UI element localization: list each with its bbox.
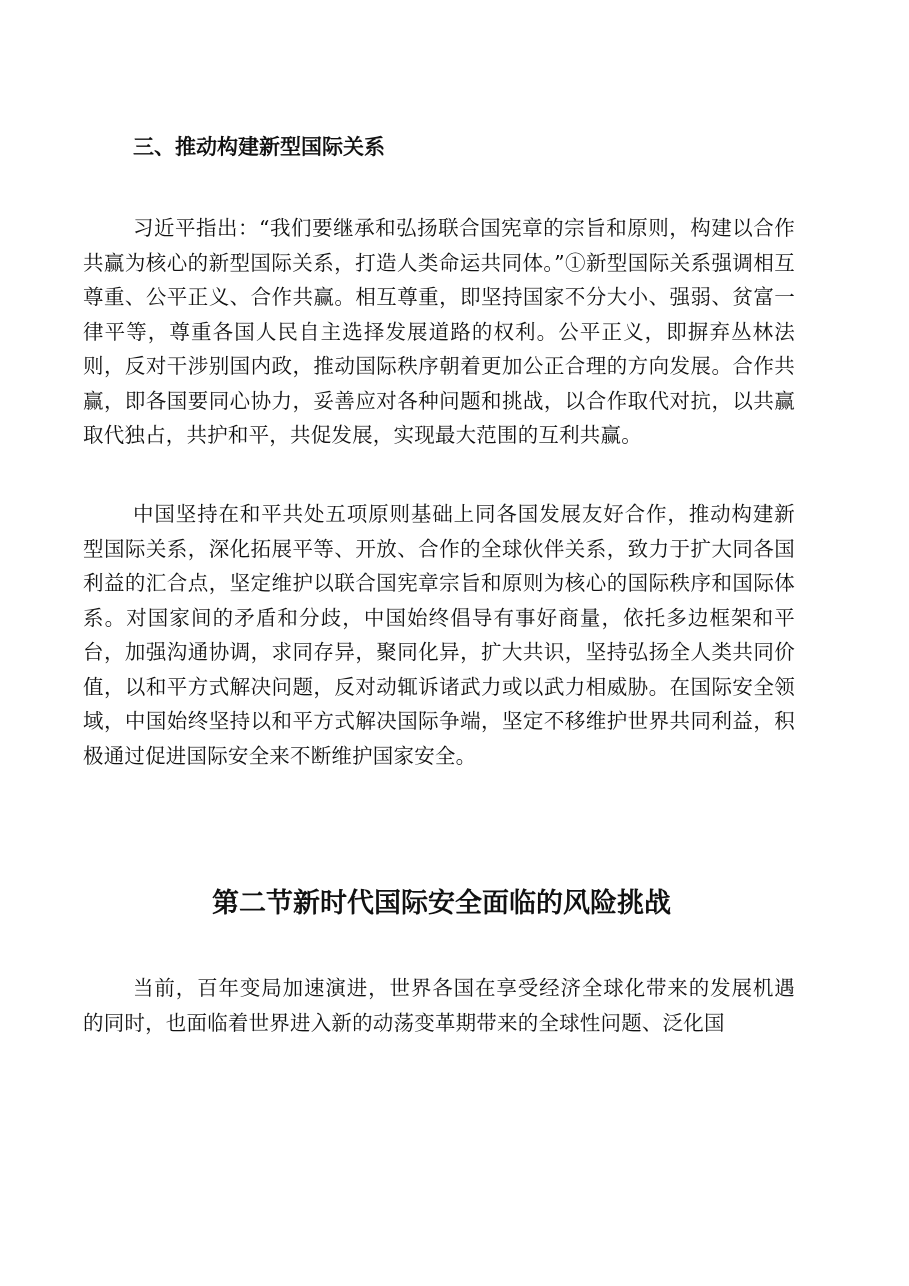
chapter-heading: 第二节新时代国际安全面临的风险挑战 <box>212 888 671 919</box>
paragraph: 中国坚持在和平共处五项原则基础上同各国发展友好合作，推动构建新型国际关系，深化拓展平等、开放、合作的全球伙伴关系，致力于扩大同各国利益的汇合点，坚定维护以联合国宪章宗旨和原则为核心的国际秩序和国际体系。对国家间的矛盾和分歧，中国始终倡导有事好商量，依托多边框架和平台，加强沟通协调，求同存异，聚同化异，扩大共识，坚持弘扬全人类共同价值，以和平方式解决问题，反对动辄诉诸武力或以武力相威胁。在国际安全领域，中国始终坚持以和平方式解决国际争端，坚定不移维护世界共同利益，积极通过促进国际安全来不断维护国家安全。 <box>83 502 795 768</box>
paragraph: 习近平指出：“我们要继承和弘扬联合国宪章的宗旨和原则，构建以合作共赢为核心的新型国际关系，打造人类命运共同体。”①新型国际关系强调相互尊重、公平正义、合作共赢。相互尊重，即坚持国家不分大小、强弱、贫富一律平等，尊重各国人民自主选择发展道路的权利。公平正义，即摒弃丛林法则，反对干涉别国内政，推动国际秩序朝着更加公正合理的方向发展。合作共赢，即各国要同心协力，妥善应对各种问题和挑战，以合作取代对抗，以共赢取代独占，共护和平，共促发展，实现最大范围的互利共赢。 <box>83 216 795 447</box>
section-heading: 三、推动构建新型国际关系 <box>133 135 385 159</box>
paragraph: 当前，百年变局加速演进，世界各国在享受经济全球化带来的发展机遇的同时，也面临着世界进入新的动荡变革期带来的全球性问题、泛化国 <box>83 976 795 1035</box>
